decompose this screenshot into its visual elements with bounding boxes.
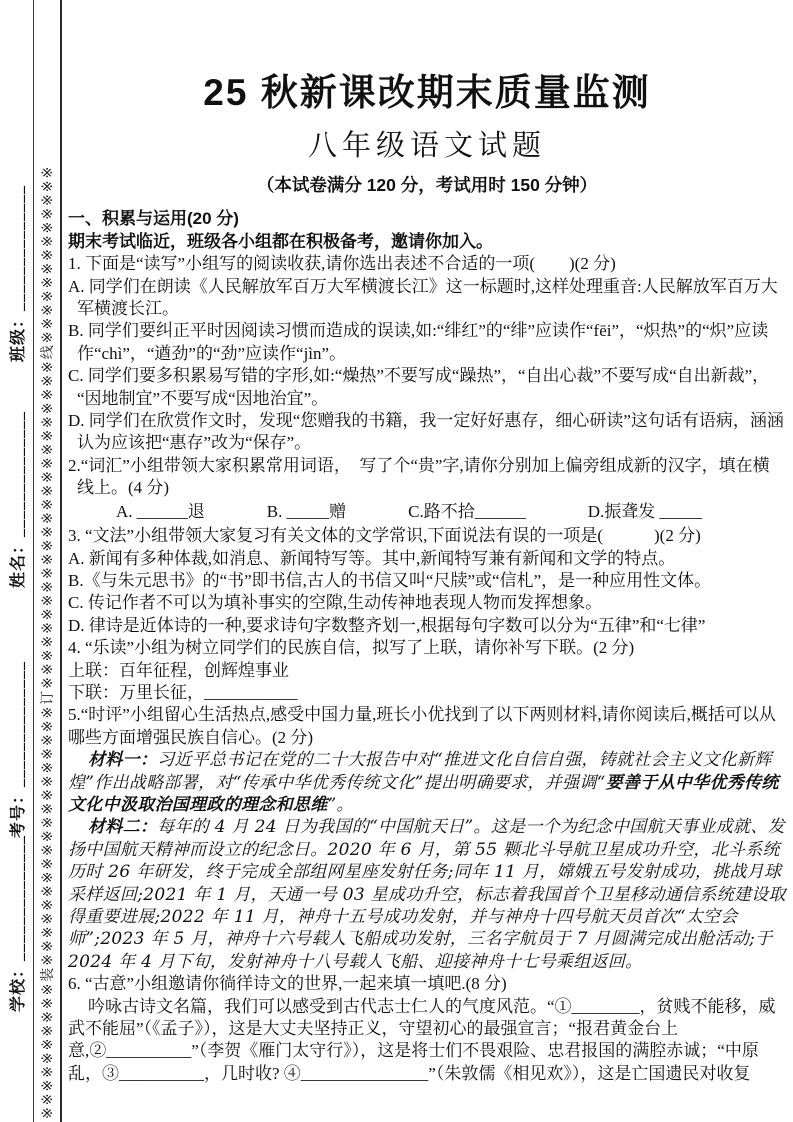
q5-stem: 5.“时评”小组留心生活热点,感受中国力量,班长小优找到了以下两则材料,请你阅读后,概括可以从哪些方面增强民族自信心。(2 分) <box>68 705 776 747</box>
q1-option-c: C. 同学们要多积累易写错的字形,如:“燥热”不要写成“躁热”，“自出心裁”不要写成“自出新裁”， “因地制宜”不要写成“因地治宜”。 <box>68 366 770 408</box>
exam-info: （本试卷满分 120 分，考试用时 150 分钟） <box>256 175 598 195</box>
q4-stem: 4. “乐读”小组为树立同学们的民族自信，拟写了上联，请你补写下联。(2 分) <box>68 638 635 658</box>
q6-passage: 吟咏古诗文名篇，我们可以感受到古代志士仁人的气度风范。“①________，贫贱不能移，威武不能屈”（《孟子》），这是大丈夫坚持正义，守望初心的最强宣言；“报君黄金台上意,②__________”（李贺《雁门太守行》），这是将士们不畏艰险、忠君报国的满腔赤诚；“中原乱，③__________，几时收? ④_______________”（朱敦儒《相见欢》），这是亡国遗民对收复 <box>68 996 776 1083</box>
q3-option-c: C. 传记作者不可以为填补事实的空隙,生动传神地表现人物而发挥想象。 <box>68 593 603 613</box>
material-2 <box>68 816 786 973</box>
q3-option-a: A. 新闻有多种体裁,如消息、新闻特写等。其中,新闻特写兼有新闻和文学的特点。 <box>68 548 676 568</box>
exam-content <box>68 62 786 1085</box>
margin-label-school: 学校：______________ <box>10 834 27 1012</box>
material-2-text: 每年的 4 月 24 日为我国的“中国航天日”。这是一个为纪念中国航天事业成就、发扬中国航天精神而设立的纪念日。2020 年 6 月，第 55 颗北斗导航卫星成功升空，北斗系统历时 26 年研发，终于完成全部组网星座发射任务;同年 11 月，嫦娥五号发射成功，挑战月球采样返回;2021 年 1 月，天通一号 03 星成功升空，标志着我国首个卫星移动通信系统建设取得重要进展;2022 年 11 月，神舟十五号成功发射，并与神舟十四号航天员首次“太空会师”;2023 年 5 月，神舟十六号载人飞船成功发射，三名字航员于 7 月圆满完成出舱活动;于 2024 年 4 月下旬，发射神舟十八号载人飞船、迎接神舟十七号乘组返回。 <box>68 817 786 972</box>
material-1-label: 材料一： <box>88 750 158 771</box>
binding-strip-text: ※※※※※※※※※※装※※※※※※※※※※※※※※※※※※※订※※※※※※※※※※※※※※※※※※※※※※※※线※※※※※※※※※※※※※ <box>40 164 56 1119</box>
q2-option-b: B. _____赠 <box>266 501 347 521</box>
q4-upper-line: 上联：百年征程，创辉煌事业 <box>68 660 289 680</box>
margin-label-exam-no: 考号：______________ <box>10 660 27 838</box>
q1-stem: 1. 下面是“读写”小组写的阅读收获,请你选出表述不合适的一项( )(2 分) <box>68 254 616 274</box>
q2-option-a: A. ______退 <box>116 501 205 521</box>
q2-option-c: C.路不拾______ <box>408 501 526 521</box>
q2-options-row <box>68 501 786 523</box>
material-2-label: 材料二： <box>88 817 158 838</box>
q4-lower-line: 下联：万里长征，___________ <box>68 682 298 702</box>
q2-stem: 2.“词汇”小组带领大家积累常用词语， 写了个“贵”字,请你分别加上偏旁组成新的汉字，填在横线上。(4 分) <box>68 455 770 498</box>
q3-option-b: B.《与朱元思书》的“书”即书信,古人的书信又叫“尺牍”或“信札”，是一种应用性文体。 <box>68 570 712 590</box>
margin-label-name: 姓名：______________ <box>10 410 27 588</box>
exam-title: 25 秋新课改期末质量监测 <box>203 72 651 113</box>
q2-option-d: D.振聋发 _____ <box>587 501 702 521</box>
material-1-emphasis: 要善于从中华优秀传统文化中汲取治国理政的理念和思维 <box>68 772 779 815</box>
q6-stem: 6. “古意”小组邀请你徜徉诗文的世界,一起来填一填吧.(8 分) <box>68 974 507 994</box>
margin-label-class: 班级：______________ <box>10 184 27 362</box>
q3-option-d: D. 律诗是近体诗的一种,要求诗句字数整齐划一,根据每句字数可以分为“五律”和“七律” <box>68 615 706 635</box>
material-1-tail: ”。 <box>327 794 354 815</box>
q1-option-d: D. 同学们在欣赏作文时，发现“您赠我的书籍，我一定好好惠存，细心研读”这句话有语病，涵涵认为应该把“惠存”改为“保存”。 <box>68 411 784 453</box>
section-heading: 一、积累与运用(20 分) <box>68 209 239 229</box>
q1-option-a: A. 同学们在朗读《人民解放军百万大军横渡长江》这一标题时,这样处理重音:人民解放军百万大军横渡长江。 <box>68 276 778 319</box>
material-1-text: 习近平总书记在党的二十大报告中对“推进文化自信自强，铸就社会主义文化新辉煌”作出战略部署，对“传承中华优秀传统文化”提出明确要求，并强调“ <box>68 750 772 793</box>
exam-subtitle: 八年级语文试题 <box>307 130 546 162</box>
material-1 <box>68 749 786 816</box>
q1-option-b: B. 同学们要纠正平时因阅读习惯而造成的误读,如:“绯红”的“绯”应读作“fēi”，“炽热”的“炽”应读作“chì”，“遒劲”的“劲”应读作“jìn”。 <box>68 321 769 363</box>
q3-stem: 3. “文法”小组带领大家复习有关文体的文学常识,下面说法有误的一项是( )(2 分) <box>68 526 701 546</box>
section-intro: 期末考试临近，班级各小组都在积极备考，邀请你加入。 <box>68 231 493 251</box>
